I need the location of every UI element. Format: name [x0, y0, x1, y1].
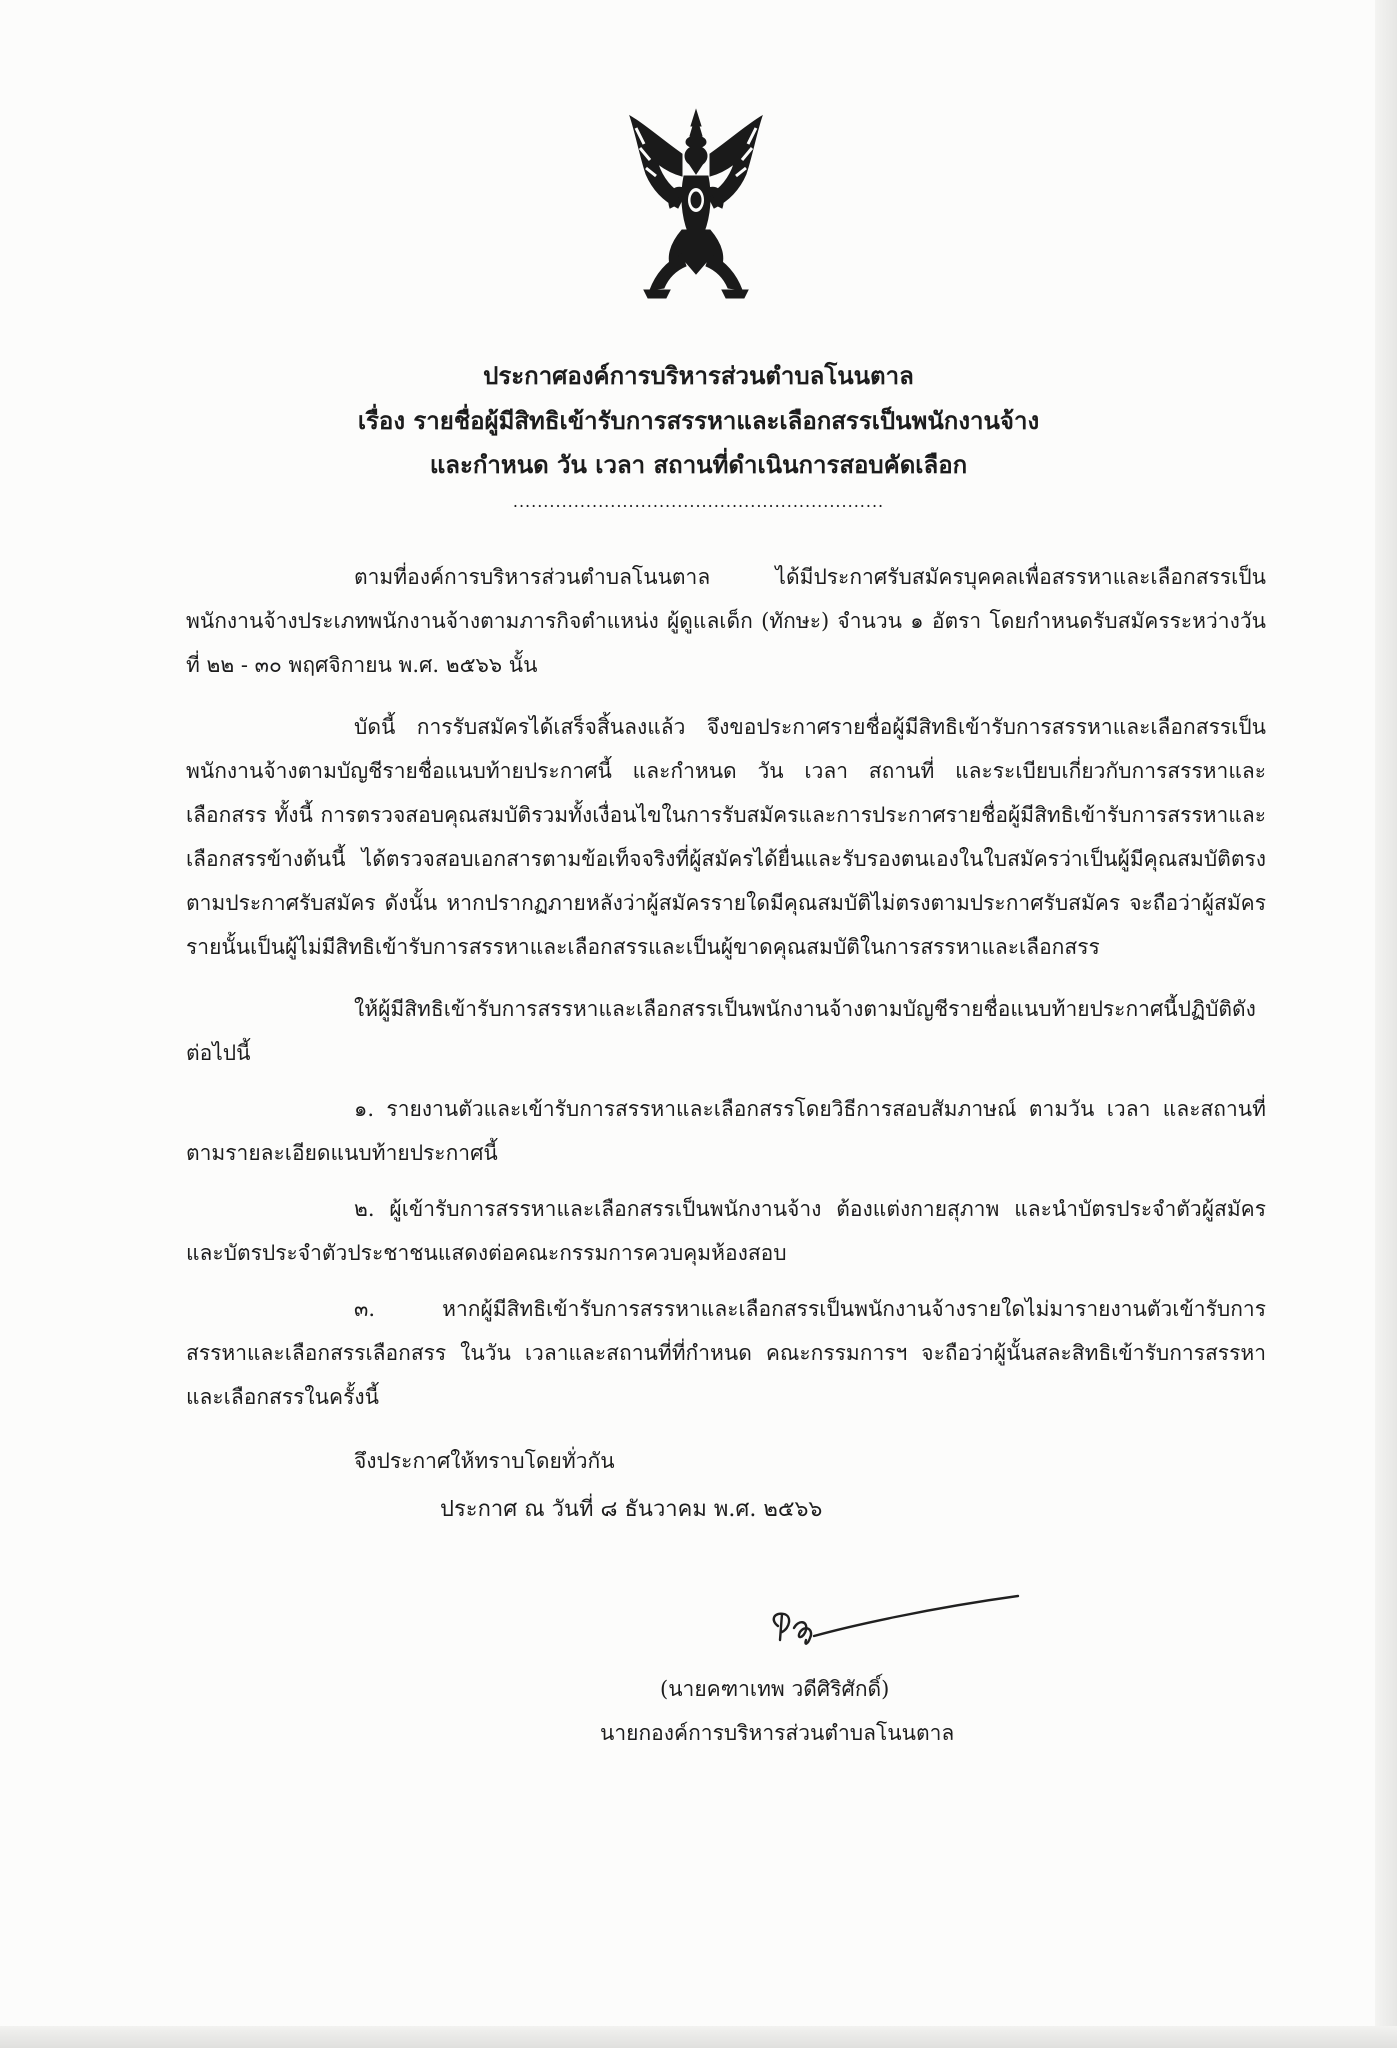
announcement-date: ประกาศ ณ วันที่ ๘ ธันวาคม พ.ศ. ๒๕๖๖ [440, 1497, 823, 1522]
paragraph-instructions: ให้ผู้มีสิทธิเข้ารับการสรรหาและเลือกสรรเป็นพนักงานจ้างตามบัญชีรายชื่อแนบท้ายประกาศนี้ปฏิบัติดังต่อไปนี้ [186, 997, 1256, 1065]
announcement-body [186, 555, 1266, 1483]
announcement-subject: เรื่อง รายชื่อผู้มีสิทธิเข้ารับการสรรหาและเลือกสรรเป็นพนักงานจ้าง [357, 406, 1040, 435]
instruction-item-1: ๑. รายงานตัวและเข้ารับการสรรหาและเลือกสรรโดยวิธีการสอบสัมภาษณ์ ตามวัน เวลา และสถานที่ตามรายละเอียดแนบท้ายประกาศนี้ [186, 1097, 1266, 1165]
announcement-subject-continued: และกำหนด วัน เวลา สถานที่ดำเนินการสอบคัดเลือก [429, 450, 968, 479]
signer-name: (นายคฑาเทพ วดีศิริศักดิ์) [660, 1677, 890, 1701]
instruction-item-3: ๓. หากผู้มีสิทธิเข้ารับการสรรหาและเลือกสรรเป็นพนักงานจ้างรายใดไม่มารายงานตัวเข้ารับการสรรหาและเลือกสรรเลือกสรร ในวัน เวลาและสถานที่ที่กำหนด คณะกรรมการฯ จะถือว่าผู้นั้นสละสิทธิเข้ารับการสรรหาและเลือกสรรในครั้งนี้ [186, 1297, 1266, 1409]
page-edge-shadow-right [1375, 0, 1397, 2048]
announcement-title: ประกาศองค์การบริหารส่วนตำบลโนนตาล [483, 361, 914, 390]
paragraph-announcement: บัดนี้ การรับสมัครได้เสร็จสิ้นลงแล้ว จึงขอประกาศรายชื่อผู้มีสิทธิเข้ารับการสรรหาและเลือกสรรเป็นพนักงานจ้างตามบัญชีรายชื่อแนบท้ายประกาศนี้ และกำหนด วัน เวลา สถานที่ และระเบียบเกี่ยวกับการสรรหาและเลือกสรร ทั้งนี้ การตรวจสอบคุณสมบัติรวมทั้งเงื่อนไขในการรับสมัครและการประกาศรายชื่อผู้มีสิทธิเข้ารับการสรรหาและเลือกสรรข้างต้นนี้ ได้ตรวจสอบเอกสารตามข้อเท็จจริงที่ผู้สมัครได้ยื่นและรับรองตนเองในใบสมัครว่าเป็นผู้มีคุณสมบัติตรงตามประกาศรับสมัคร ดังนั้น หากปรากฏภายหลังว่าผู้สมัครรายใดมีคุณสมบัติไม่ตรงตามประกาศรับสมัคร จะถือว่าผู้สมัครรายนั้นเป็นผู้ไม่มีสิทธิเข้ารับการสรรหาและเลือกสรรและเป็นผู้ขาดคุณสมบัติในการสรรหาและเลือกสรร [186, 715, 1266, 959]
paragraph-background: ตามที่องค์การบริหารส่วนตำบลโนนตาล ได้มีประกาศรับสมัครบุคคลเพื่อสรรหาและเลือกสรรเป็นพนักงานจ้างประเภทพนักงานจ้างตามภารกิจตำแหน่ง ผู้ดูแลเด็ก (ทักษะ) จำนวน ๑ อัตรา โดยกำหนดรับสมัครระหว่างวันที่ ๒๒ - ๓๐ พฤศจิกายน พ.ศ. ๒๕๖๖ นั้น [186, 565, 1266, 677]
closing-statement: จึงประกาศให้ทราบโดยทั่วกัน [354, 1449, 615, 1473]
signer-position: นายกองค์การบริหารส่วนตำบลโนนตาล [600, 1721, 955, 1745]
instruction-item-2: ๒. ผู้เข้ารับการสรรหาและเลือกสรรเป็นพนักงานจ้าง ต้องแต่งกายสุภาพ และนำบัตรประจำตัวผู้สมัครและบัตรประจำตัวประชาชนแสดงต่อคณะกรรมการควบคุมห้องสอบ [186, 1197, 1266, 1265]
garuda-emblem-icon [622, 104, 770, 304]
page-edge-shadow-bottom [0, 2026, 1397, 2048]
title-separator: ............................................................. [512, 492, 885, 511]
handwritten-signature [760, 1590, 1030, 1660]
